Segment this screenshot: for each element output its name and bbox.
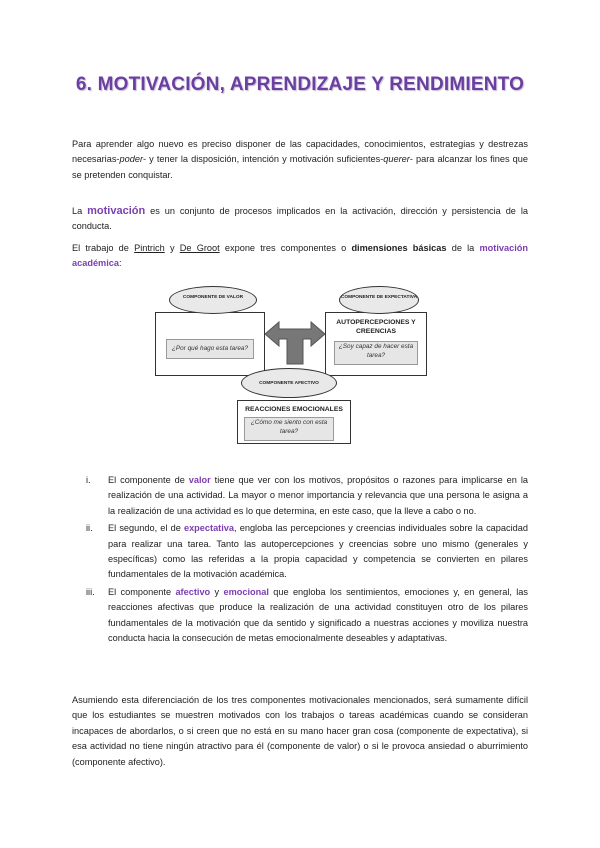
expectativa-question: ¿Soy capaz de hacer esta tarea? [334, 341, 418, 365]
list-number: i. [86, 475, 91, 485]
expectativa-label: COMPONENTE DE EXPECTATIVA [340, 295, 418, 300]
list-pre: El componente [108, 586, 176, 597]
author-degroot: De Groot [179, 243, 220, 253]
author-pintrich: Pintrich [134, 243, 165, 253]
valor-ellipse [169, 286, 257, 314]
intro-text-c: - para alcanzar los fines que se pretenden conquistar. [72, 154, 528, 180]
pintrich-paragraph [72, 241, 528, 272]
arrows-icon [265, 312, 325, 374]
pintrich-term: motivación académica [72, 243, 528, 269]
intro-querer: querer [383, 154, 410, 165]
afectivo-label: COMPONENTE AFECTIVO [259, 381, 319, 386]
pintrich-colon: : [119, 258, 122, 269]
expectativa-box [325, 312, 427, 376]
valor-box [155, 312, 265, 376]
pintrich-text-c: de la [446, 243, 480, 253]
intro-text-b: - y tener la disposición, intención y motivación suficientes- [143, 154, 384, 165]
afectivo-title: REACCIONES EMOCIONALES [245, 406, 343, 413]
list-term: afectivo [175, 586, 211, 597]
expectativa-title: AUTOPERCEPCIONES Y CREENCIAS [336, 319, 416, 335]
valor-question: ¿Por qué hago esta tarea? [166, 339, 254, 359]
afectivo-box [237, 400, 351, 444]
list-item [72, 521, 528, 583]
afectivo-ellipse [241, 368, 337, 398]
list-term: expectativa [183, 523, 235, 534]
list-mid: y [210, 586, 224, 597]
list-item [72, 585, 528, 647]
list-pre: El segundo, el de [108, 523, 184, 534]
motivation-diagram [155, 282, 425, 442]
list-term: valor [188, 475, 211, 485]
valor-label: COMPONENTE DE VALOR [182, 295, 244, 300]
list-number: iii. [86, 586, 95, 597]
components-list [72, 473, 528, 646]
list-number: ii. [86, 523, 93, 534]
pintrich-bold: dimensiones básicas [351, 243, 447, 253]
definition-term: motivación [87, 205, 146, 217]
pintrich-text-b: expone tres componentes o [219, 243, 352, 253]
list-post: tiene que ver con los motivos, propósitos o razones para implicarse en la realización de una actividad. La mayor o menor importancia y relevancia que una persona le asigna a la realización de una actividad es lo que determina, en este caso, que la lleve a cabo o no. [108, 475, 528, 516]
intro-text-a: Para aprender algo nuevo es preciso disponer de las capacidades, conocimientos, estrategias y destrezas necesarias- [72, 139, 528, 165]
list-post: , engloba las percepciones y creencias individuales sobre la capacidad para realizar una tarea. Tanto las autopercepciones y creencias sobre uno mismo (generales y específicas) como las referidas a la propia capacidad y competencia se convierten en pilares fundamentales de la motivación académica. [108, 523, 528, 580]
list-term2: emocional [223, 586, 269, 597]
list-post: que engloba los sentimientos, emociones y, en general, las reacciones afectivas que produce la realización de una actividad constituyen otro de los pilares fundamentales de la motivación que da sentido y significado a nuestras acciones y moviliza nuestra conducta hacia la consecución de metas emocionalmente deseables y adaptativas. [108, 586, 529, 644]
pintrich-y: y [164, 243, 180, 253]
definition-paragraph [72, 204, 528, 235]
page-title: 6. MOTIVACIÓN, APRENDIZAJE Y RENDIMIENTO [75, 74, 525, 95]
conclusion-paragraph: Asumiendo esta diferenciación de los tres componentes motivacionales mencionados, será sumamente difícil que los estudiantes se muestren motivados con los trabajos o tareas académicas cuando se consideran incapaces de abordarlos, o si creen que no está en su mano hacer gran cosa (componente de expectativa), si esa actividad no tiene ningún atractivo para él (componente de valor) o si le provoca ansiedad o aburrimiento (componente afectivo). [72, 695, 528, 767]
definition-pre: La [72, 206, 88, 216]
definition-post: es un conjunto de procesos implicados en la activación, dirección y persistencia de la conducta. [72, 206, 528, 232]
pintrich-text-a: El trabajo de [72, 243, 135, 253]
list-pre: El componente de [108, 475, 189, 485]
intro-paragraph [72, 137, 528, 183]
afectivo-question: ¿Cómo me siento con esta tarea? [244, 417, 334, 441]
intro-poder: poder [119, 154, 143, 165]
list-item [72, 473, 528, 519]
expectativa-ellipse [339, 286, 419, 314]
